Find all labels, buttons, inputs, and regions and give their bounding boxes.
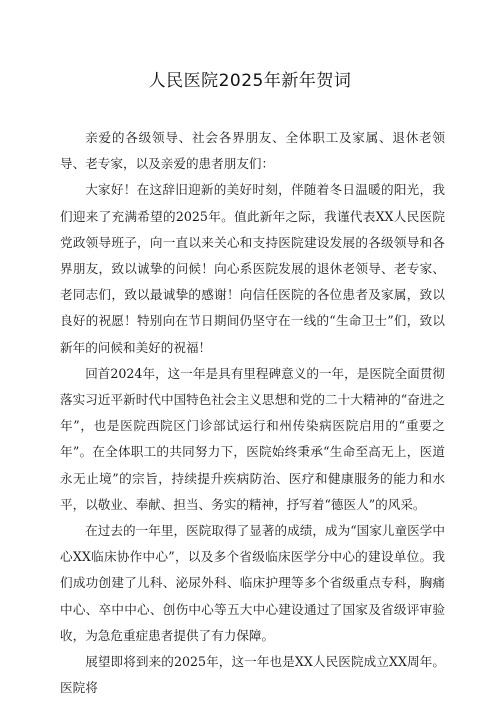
greeting-paragraph: 大家好！在这辞旧迎新的美好时刻，伴随着冬日温暖的阳光，我们迎来了充满希望的2025年。值此新年之际，我谨代表XX人民医院党政领导班子，向一直以来关心和支持医院建设发展的各级领导和各界朋友，致以诚挚的问候！向心系医院发展的退休老领导、老专家、老同志们，致以最诚挚的感谢！向信任医院的各位患者及家属，致以良好的祝愿！特别向在节日期间仍坚守在一线的“生命卫士”们，致以新年的问候和美好的祝福！ bbox=[60, 182, 445, 355]
achievements-paragraph: 在过去的一年里，医院取得了显著的成绩，成为“国家儿童医学中心XX临床协作中心”，以及多个省级临床医学分中心的建设单位。我们成功创建了儿科、泌尿外科、临床护理等多个省级重点专科，胸痛中心、卒中中心、创伤中心等五大中心建设通过了国家及省级评审验收，为急危重症患者提供了有力保障。 bbox=[60, 523, 445, 643]
document-title: 人民医院2025年新年贺词 bbox=[148, 71, 352, 91]
review-2024-paragraph: 回首2024年，这一年是具有里程碑意义的一年，是医院全面贯彻落实习近平新时代中国特色社会主义思想和党的二十大精神的“奋进之年”，也是医院西院区门诊部试运行和州传染病医院启用的“重要之年”。在全体职工的共同努力下，医院始终秉承“生命至高无上，医道永无止境”的宗旨，持续提升疾病防治、医疗和健康服务的能力和水平，以敬业、奉献、担当、务实的精神，抒写着“德医人”的风采。 bbox=[60, 365, 445, 512]
outlook-2025-paragraph: 展望即将到来的2025年，这一年也是XX人民医院成立XX周年。医院将 bbox=[60, 654, 445, 696]
salutation-paragraph: 亲爱的各级领导、社会各界朋友、全体职工及家属、退休老领导、老专家，以及亲爱的患者朋友们： bbox=[60, 130, 445, 172]
document-body bbox=[60, 125, 445, 701]
